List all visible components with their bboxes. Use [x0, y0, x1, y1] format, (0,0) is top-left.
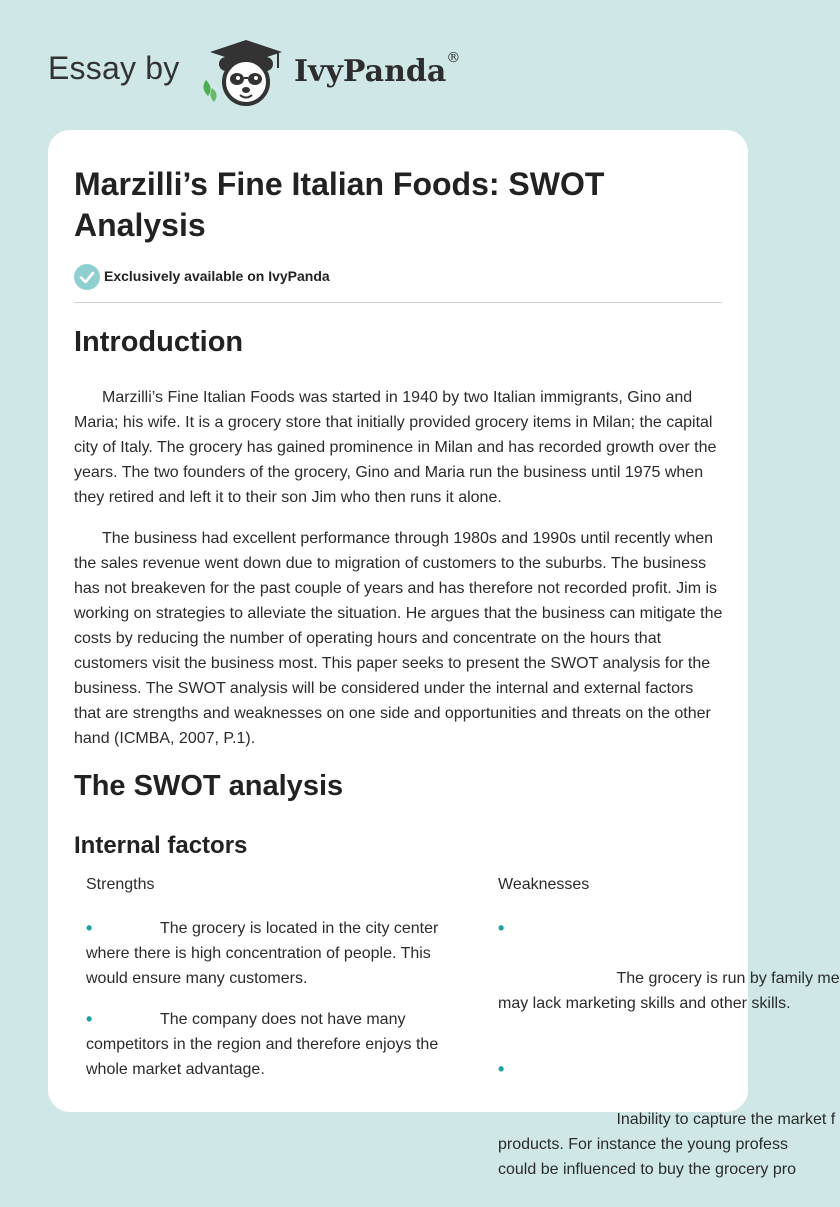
weakness-item: • Inability to capture the market f products. For instance the young profess could be influenced to buy the grocery pro	[498, 1059, 836, 1178]
bullet-icon: •	[498, 918, 505, 938]
strengths-label: Strengths	[86, 876, 155, 893]
bullet-icon: •	[86, 918, 93, 938]
weakness-item: • The grocery is run by family me may lack marketing skills and other skills.	[498, 918, 840, 1012]
strength-item: • The grocery is located in the city center where there is high concentration of people. This would ensure many customers.	[86, 918, 439, 987]
strength-item: • The company does not have many competitors in the region and therefore enjoys the whole market advantage.	[86, 1009, 439, 1078]
brand-name: IvyPanda®	[294, 50, 461, 89]
brand-header	[48, 36, 508, 108]
exclusive-text: Exclusively available on IvyPanda	[104, 268, 330, 284]
check-icon	[74, 264, 100, 290]
article-title: Marzilli’s Fine Italian Foods: SWOT Analysis	[74, 166, 605, 243]
intro-paragraph-2: The business had excellent performance through 1980s and 1990s until recently when the sales revenue went down due to migration of customers to the suburbs. The business has not breakeven for the past couple of years and has therefore not recorded profit. Jim is working on strategies to alleviate the situation. He argues that the business can mitigate the costs by reducing the number of operating hours and concentrate on the hours that customers visit the business most. This paper seeks to present the SWOT analysis for the business. The SWOT analysis will be considered under the internal and external factors that are strengths and weaknesses on one side and opportunities and threats on the other hand (ICMBA, 2007, P.1).	[74, 530, 723, 747]
intro-paragraph-1: Marzilli’s Fine Italian Foods was started in 1940 by two Italian immigrants, Gino and Maria; his wife. It is a grocery store that initially provided grocery items in Milan; the capital city of Italy. The grocery has gained prominence in Milan and has recorded growth over the years. The two founders of the grocery, Gino and Maria run the business until 1975 when they retired and left it to their son Jim who then runs it alone.	[74, 389, 717, 506]
swot-heading: The SWOT analysis	[74, 770, 344, 802]
strengths-column	[86, 874, 456, 1082]
title-divider	[74, 302, 722, 303]
internal-factors-heading: Internal factors	[74, 832, 248, 859]
article-card	[48, 130, 840, 1178]
bullet-icon: •	[86, 1009, 93, 1029]
exclusive-badge	[74, 264, 474, 290]
bullet-icon: •	[498, 1059, 505, 1079]
panda-logo-icon	[198, 36, 288, 108]
intro-heading: Introduction	[74, 326, 244, 358]
weaknesses-label: Weaknesses	[498, 876, 590, 893]
weaknesses-column	[498, 874, 840, 1207]
brand-prefix: Essay by	[48, 50, 180, 86]
